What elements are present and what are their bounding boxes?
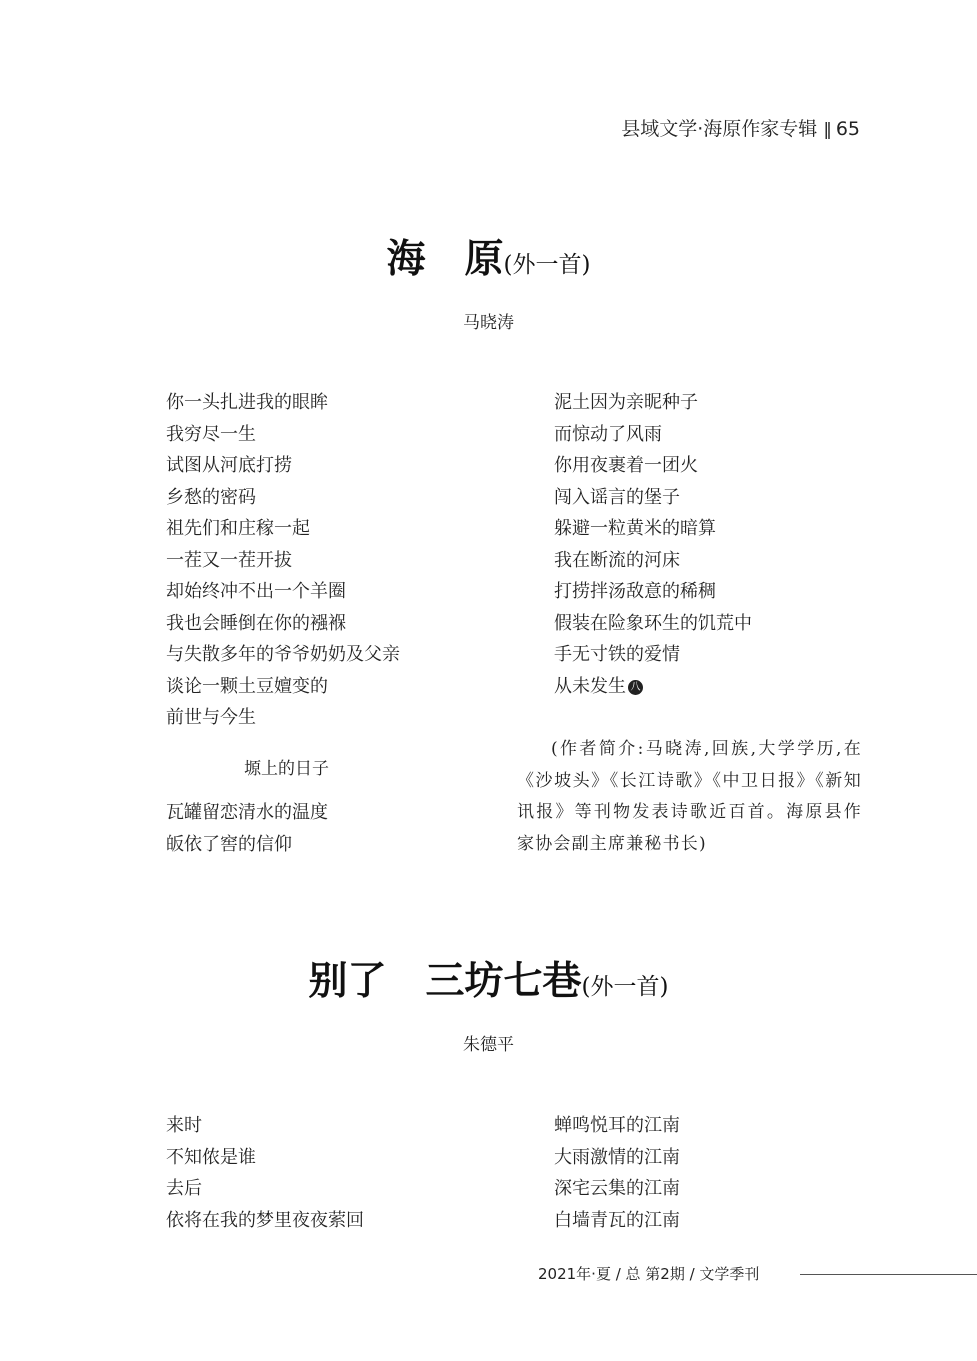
poem-line: 你用夜裹着一团火 bbox=[554, 455, 698, 476]
poem-line: 祖先们和庄稼一起 bbox=[166, 518, 310, 539]
poem2-right-column bbox=[554, 1110, 680, 1236]
poem-line: 假装在险象环生的饥荒中 bbox=[554, 612, 752, 634]
poem-line: 大雨激情的江南 bbox=[554, 1146, 680, 1168]
poem-line: 与失散多年的爷爷奶奶及父亲 bbox=[166, 644, 400, 665]
poem-line: 却始终冲不出一个羊圈 bbox=[166, 581, 346, 602]
running-header bbox=[621, 114, 860, 141]
issue-footer: 2021年·夏 / 总 第2期 / 文学季刊 bbox=[538, 1265, 760, 1283]
poem1-title-main: 海 原 bbox=[386, 236, 504, 282]
page-number: 65 bbox=[835, 118, 860, 140]
poem-line: 我也会睡倒在你的襁褓 bbox=[166, 612, 346, 634]
poem1-title bbox=[0, 228, 977, 284]
poem-line: 前世与今生 bbox=[166, 707, 256, 728]
poem-line: 一茬又一茬开拔 bbox=[166, 549, 292, 571]
poem2-author: 朱德平 bbox=[463, 1035, 514, 1055]
poem1-left-column bbox=[166, 387, 400, 734]
poem-line: 我在断流的河床 bbox=[554, 549, 680, 571]
poem-line: 我穷尽一生 bbox=[166, 423, 256, 445]
poem-line: 闯入谣言的堡子 bbox=[554, 486, 680, 508]
poem1-second-title: 塬上的日子 bbox=[244, 759, 329, 779]
poem-line: 蝉鸣悦耳的江南 bbox=[554, 1115, 680, 1136]
poem-line: 来时 bbox=[166, 1115, 202, 1136]
poem-line: 乡愁的密码 bbox=[166, 486, 256, 508]
poem-line: 而惊动了风雨 bbox=[554, 423, 662, 445]
poem-line: 瓦罐留恋清水的温度 bbox=[166, 802, 328, 823]
poem1-author: 马晓涛 bbox=[463, 313, 514, 333]
poem1-title-suffix: (外一首) bbox=[503, 252, 591, 278]
poem1-last-line-text: 从未发生 bbox=[554, 676, 626, 697]
poem-line: 白墙青瓦的江南 bbox=[554, 1209, 680, 1231]
author-bio: (作者简介:马晓涛,回族,大学学历,在《沙坡头》《长江诗歌》《中卫日报》《新知讯报》等刊物发表诗歌近百首。海原县作家协会副主席兼秘书长) bbox=[517, 739, 862, 854]
poem-line: 手无寸铁的爱情 bbox=[554, 644, 680, 665]
poem-line: 躲避一粒黄米的暗算 bbox=[554, 518, 716, 539]
poem2-title bbox=[0, 950, 977, 1006]
poem2-title-main: 别了 三坊七巷 bbox=[308, 958, 582, 1004]
poem1-second-column bbox=[166, 797, 328, 860]
poem-line: 去后 bbox=[166, 1178, 202, 1199]
poem-line: 谈论一颗土豆嬗变的 bbox=[166, 675, 328, 697]
journal-section-title: 县域文学·海原作家专辑 bbox=[621, 118, 818, 140]
poem-line: 皈依了窖的信仰 bbox=[166, 833, 292, 855]
poem-line: 泥土因为亲昵种子 bbox=[554, 392, 698, 413]
end-mark-icon: 八 bbox=[628, 680, 643, 695]
poem-line: 深宅云集的江南 bbox=[554, 1178, 680, 1199]
poem-line: 试图从河底打捞 bbox=[166, 455, 292, 476]
poem1-last-line bbox=[554, 671, 643, 703]
poem1-right-column bbox=[554, 387, 752, 671]
poem2-left-column bbox=[166, 1110, 364, 1236]
poem2-title-suffix: (外一首) bbox=[581, 974, 669, 1000]
poem-line: 打捞拌汤敌意的稀稠 bbox=[554, 581, 716, 602]
poem-line: 不知侬是谁 bbox=[166, 1146, 256, 1168]
footer-rule bbox=[800, 1274, 977, 1275]
header-separator: ‖ bbox=[823, 120, 830, 140]
poem-line: 你一头扎进我的眼眸 bbox=[166, 392, 328, 413]
poem-line: 依将在我的梦里夜夜萦回 bbox=[166, 1209, 364, 1231]
